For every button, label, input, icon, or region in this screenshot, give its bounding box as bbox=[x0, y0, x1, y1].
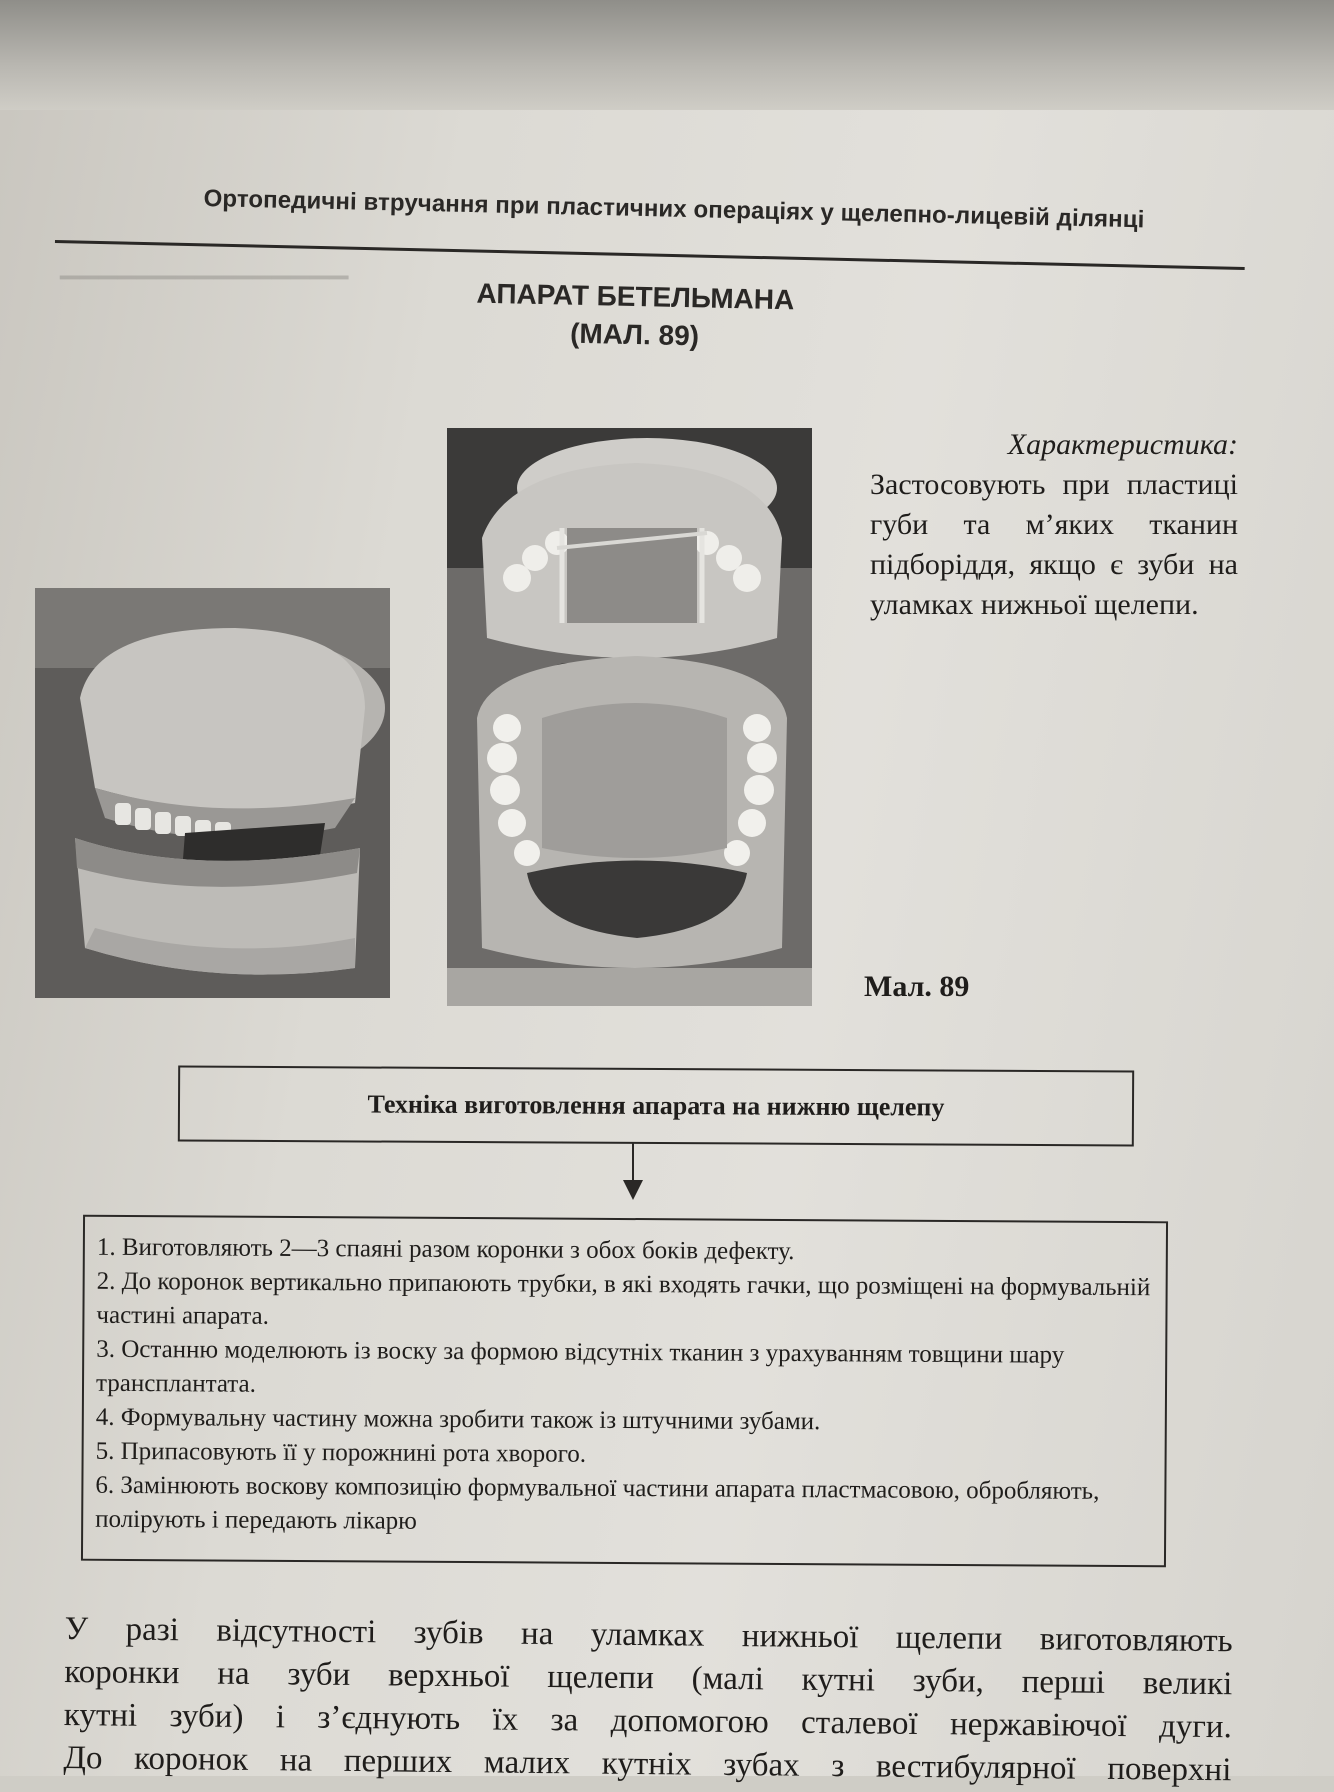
section-title bbox=[469, 275, 801, 358]
arrow-down-icon bbox=[623, 1180, 643, 1200]
paragraph-line: До коронок на перших малих кутніх зубах з вестибулярної поверхні bbox=[63, 1739, 1232, 1789]
bleed-through: ▁▁▁▁▁▁▁▁▁▁▁▁▁▁▁ bbox=[60, 252, 349, 279]
photo-model-side bbox=[35, 588, 390, 998]
paragraph-line: кутні зуби) і з’єднують їх за допомогою сталевої нержавіючої дуги. bbox=[63, 1696, 1233, 1746]
paragraph-line: У разі відсутності зубів на уламках нижньої щелепи виготовляють bbox=[64, 1610, 1233, 1660]
step-item: 4. Формувальну частину можна зробити також із штучними зубами. bbox=[95, 1403, 821, 1436]
technique-title: Техніка виготовлення апарата на нижню щелепу bbox=[367, 1089, 945, 1122]
page-top-shadow bbox=[0, 0, 1334, 110]
technique-title-box bbox=[178, 1065, 1134, 1146]
photo-model-open bbox=[447, 428, 812, 1006]
technique-steps-box bbox=[81, 1215, 1168, 1568]
step-item: 5. Припасовують її у порожнині рота хворого. bbox=[95, 1437, 587, 1468]
step-item: 1. Виготовляють 2—3 спаяні разом коронки з обох боків дефекту. bbox=[96, 1233, 795, 1266]
characteristic-block bbox=[870, 425, 1238, 625]
dental-model-side-illustration bbox=[35, 588, 390, 998]
dental-model-open-illustration bbox=[447, 428, 812, 1006]
body-paragraph bbox=[63, 1608, 1233, 1792]
title-line-2: (МАЛ. 89) bbox=[569, 317, 700, 352]
step-item: 2. До коронок вертикально припаюють трубки, в які входять гачки, що розміщені на формувальній частині апарата. bbox=[96, 1267, 1151, 1330]
characteristic-heading: Характеристика: bbox=[1007, 428, 1238, 461]
flow-arrow-line bbox=[632, 1142, 634, 1182]
characteristic-body: Застосовують при пластиці губи та м’яких тканин підборіддя, якщо є зуби на уламках нижньої щелепи. bbox=[870, 468, 1238, 621]
step-item: 6. Замінюють воскову композицію формувальної частини апарата пластмасовою, обробляють, полірують і передають лікарю bbox=[95, 1471, 1100, 1535]
paragraph-line: коронки на зуби верхньої щелепи (малі кутні зуби, перші великі bbox=[64, 1653, 1233, 1703]
title-line-1: АПАРАТ БЕТЕЛЬМАНА bbox=[476, 277, 795, 316]
running-head: Ортопедичні втручання при пластичних операціях у щелепно-лицевій ділянці bbox=[203, 185, 1145, 234]
step-item: 3. Останню моделюють із воску за формою відсутніх тканин з урахуванням товщини шару трансплантата. bbox=[95, 1335, 1065, 1398]
figure-label: Мал. 89 bbox=[864, 970, 970, 1003]
